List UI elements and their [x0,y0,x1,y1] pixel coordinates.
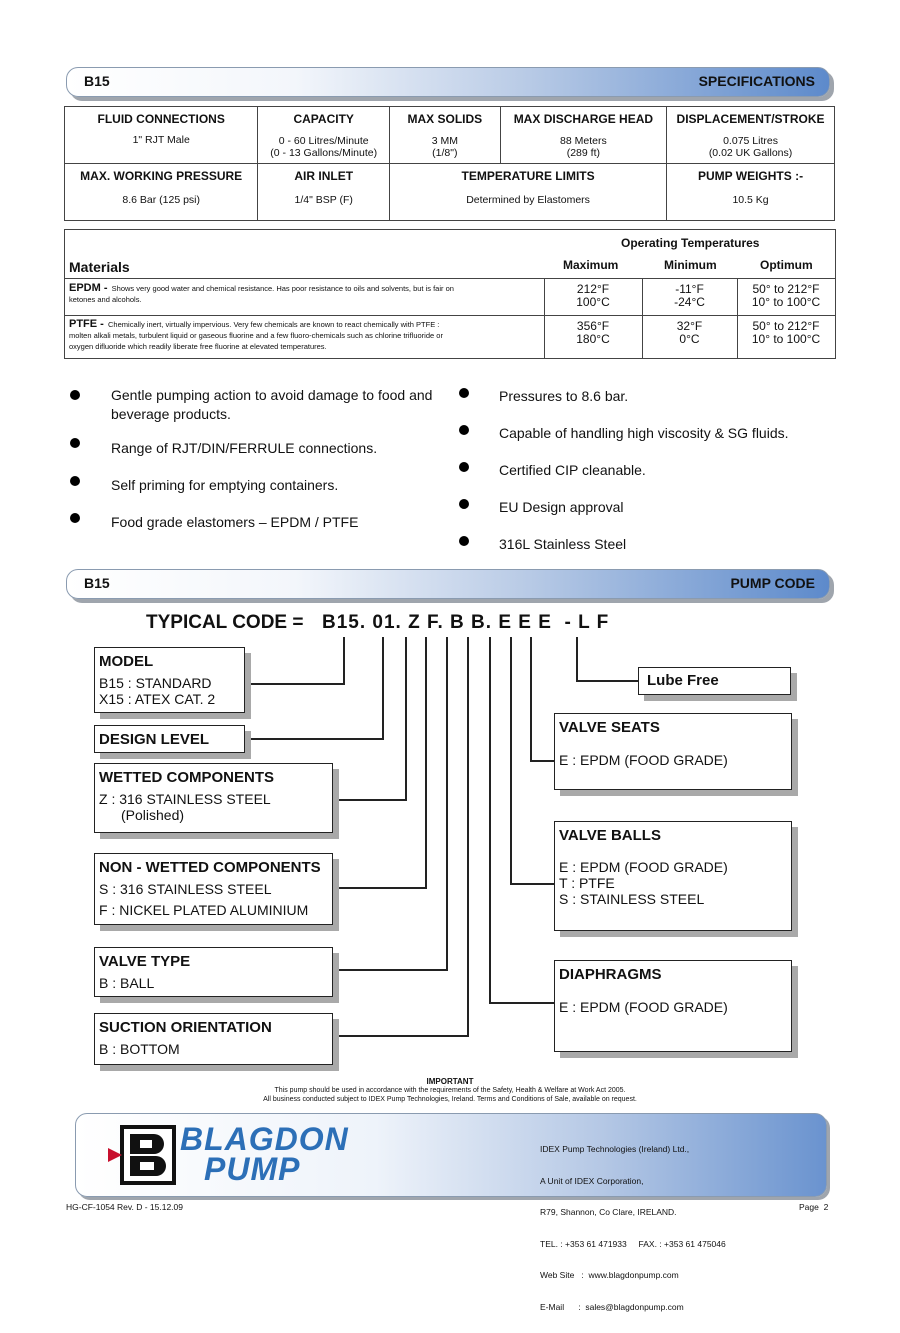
blagdon-logo-icon [108,1124,178,1186]
valve-seats-box: VALVE SEATS E : EPDM (FOOD GRADE) [554,713,792,790]
important-heading: IMPORTANT [426,1077,474,1086]
banner-model: B15 [84,575,110,591]
materials-table [64,229,836,359]
feature-text: 316L Stainless Steel [499,536,627,552]
bullet-icon [459,499,469,509]
suction-orientation-box: SUCTION ORIENTATION B : BOTTOM [94,1013,333,1065]
page-number: Page 2 [799,1202,829,1212]
bullet-icon [70,476,80,486]
document-reference: HG-CF-1054 Rev. D - 15.12.09 [66,1202,183,1212]
feature-text: Pressures to 8.6 bar. [499,388,629,404]
valve-balls-box: VALVE BALLS E : EPDM (FOOD GRADE) T : PTFE S : STAINLESS STEEL [554,821,792,931]
typical-code-label: TYPICAL CODE = [146,612,304,633]
design-level-box: DESIGN LEVEL [94,725,245,753]
banner-title: SPECIFICATIONS [698,73,815,89]
spec-cell: MAX DISCHARGE HEAD 88 Meters (289 ft) [500,107,666,164]
specifications-banner [66,67,830,97]
company-address: IDEX Pump Technologies (Ireland) Ltd., A Unit of IDEX Corporation, R79, Shannon, Co Clare, IRELAND. TEL. : +353 61 471933 FAX. : +353 61 475046 Web Site : www.blagdonpump.com E-Mail : sales@blagdonpump.com [540,1144,726,1312]
spec-cell: AIR INLET 1/4" BSP (F) [258,164,390,221]
important-line: This pump should be used in accordance with the requirements of the Safety, Health & Welfare at Work Act 2005. [274,1087,626,1094]
feature-text: Capable of handling high viscosity & SG fluids. [499,425,789,441]
bullet-icon [70,513,80,523]
typical-code: B15. 01. Z F. B B. E E E - L F [322,612,610,633]
feature-text: Food grade elastomers – EPDM / PTFE [111,514,359,530]
model-box: MODEL B15 : STANDARD X15 : ATEX CAT. 2 [94,647,245,713]
wetted-components-box: WETTED COMPONENTS Z : 316 STAINLESS STEEL (Polished) [94,763,333,833]
feature-text: Certified CIP cleanable. [499,462,646,478]
non-wetted-components-box: NON - WETTED COMPONENTS S : 316 STAINLESS STEEL F : NICKEL PLATED ALUMINIUM [94,853,333,925]
spec-cell: MAX. WORKING PRESSURE 8.6 Bar (125 psi) [65,164,258,221]
banner-title: PUMP CODE [730,575,815,591]
spec-cell: TEMPERATURE LIMITS Determined by Elastomers [390,164,667,221]
spec-cell: DISPLACEMENT/STROKE 0.075 Litres (0.02 UK Gallons) [667,107,835,164]
feature-text: Gentle pumping action to avoid damage to food and [111,387,433,403]
spec-cell: FLUID CONNECTIONS 1" RJT Male [65,107,258,164]
epdm-row: EPDM - Shows very good water and chemical resistance. Has poor resistance to oils and solvents, but is fair on ketones and alcohols. 212°F 100°C -11°F -24°C 50° to 212°F 10° to 100°C [65,279,835,316]
bullet-icon [459,462,469,472]
logo-text-blagdon: BLAGDON [180,1121,349,1157]
bullet-icon [459,388,469,398]
operating-temps-heading: Operating Temperatures [621,236,760,250]
important-line: All business conducted subject to IDEX Pump Technologies, Ireland. Terms and Conditions of Sale, available on request. [263,1096,637,1103]
feature-text: Self priming for emptying containers. [111,477,339,493]
bullet-icon [70,438,80,448]
specifications-table [64,106,835,221]
col-minimum: Minimum [664,258,717,272]
feature-text: Range of RJT/DIN/FERRULE connections. [111,440,378,456]
spec-cell: PUMP WEIGHTS :- 10.5 Kg [667,164,835,221]
logo-text-pump: PUMP [204,1151,301,1187]
pump-code-banner [66,569,830,599]
diaphragms-box: DIAPHRAGMS E : EPDM (FOOD GRADE) [554,960,792,1052]
lube-free-box: Lube Free [638,667,791,695]
bullet-icon [70,390,80,400]
spec-cell: MAX SOLIDS 3 MM (1/8") [390,107,501,164]
materials-title: Materials [69,259,130,275]
bullet-icon [459,536,469,546]
banner-model: B15 [84,73,110,89]
valve-type-box: VALVE TYPE B : BALL [94,947,333,997]
col-maximum: Maximum [563,258,619,272]
col-optimum: Optimum [760,258,813,272]
feature-text: EU Design approval [499,499,624,515]
spec-cell: CAPACITY 0 - 60 Litres/Minute (0 - 13 Gallons/Minute) [258,107,390,164]
bullet-icon [459,425,469,435]
feature-text: beverage products. [111,406,231,422]
ptfe-row: PTFE - Chemically inert, virtually impervious. Very few chemicals are known to react chemically with PTFE : molten alkali metals, turbulent liquid or gaseous fluorine and a few fluoro-chemicals such as chlorine trifluoride or oxygen difluoride which readily liberate free fluorine at elevated temperatures. 356°F 180°C 32°F 0°C 50° to 212°F 10° to 100°C [69,318,821,351]
